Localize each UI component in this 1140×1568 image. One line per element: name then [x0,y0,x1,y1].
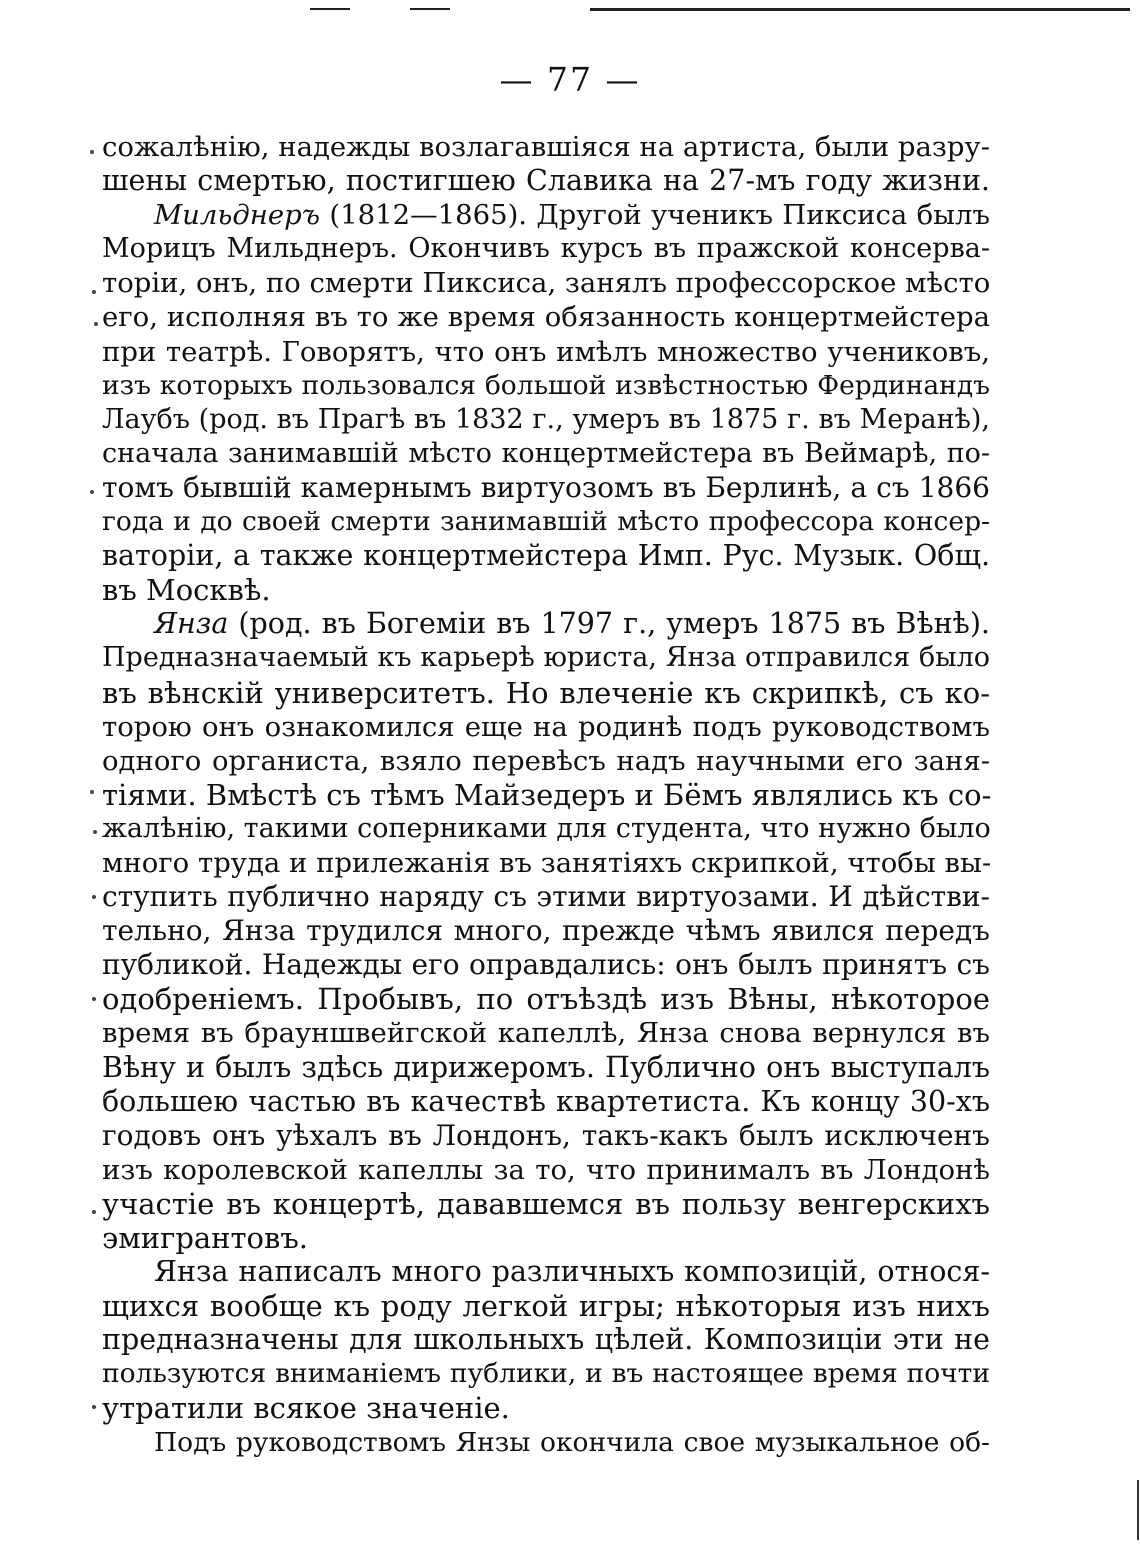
margin-mark [90,790,94,794]
text-line [102,130,990,164]
person-name: Янза [154,607,229,641]
text-segment: Вѣну и былъ здѣсь дирижеромъ. Публично онъ выступалъ [102,1050,990,1084]
text-line [102,403,990,437]
text-line [102,676,990,710]
text-line [102,914,990,948]
text-segment: жалѣнію, такими соперниками для студента, что нужно было [102,812,991,844]
text-segment: Морицъ Мильднеръ. Окончивъ курсъ въ пражской консерва- [102,233,990,265]
text-segment: большею частью въ качествѣ квартетиста. Къ концу 30-хъ [102,1084,990,1118]
scan-edge-mark [1137,1480,1139,1540]
page-number: — 77 — [499,60,641,99]
text-line [102,1119,990,1153]
text-line [102,539,990,573]
text-line [102,744,990,778]
text-line [102,1289,990,1323]
text-line [102,437,990,471]
text-segment: время въ брауншвейгской капеллѣ, Янза снова вернулся въ [102,1017,990,1050]
top-rule-right [590,8,1130,11]
text-segment: сожалѣнію, надежды возлагавшіяся на артиста, были разру- [102,131,990,163]
text-segment: торою онъ ознакомился еще на родинѣ подъ руководствомъ [102,710,990,743]
text-line [102,846,990,880]
text-line [102,1357,990,1391]
text-line [102,505,990,539]
text-segment: публикой. Надежды его оправдались: онъ былъ принятъ съ [102,948,990,982]
text-segment: много труда и прилежанія въ занятіяхъ скрипкой, чтобы вы- [102,846,992,879]
text-segment: ступить публично наряду съ этими виртуозами. И дѣйстви- [102,880,990,914]
text-line [102,1221,990,1255]
top-rule-left [310,8,350,10]
text-segment: въ вѣнскій университетъ. Но влеченіе къ скрипкѣ, съ ко- [102,675,990,710]
text-line [102,812,990,846]
text-line [102,948,990,982]
text-segment: ваторіи, а также концертмейстера Имп. Рус. Музык. Общ. [102,539,990,573]
text-segment: года и до своей смерти занимавшій мѣсто профессора консер- [102,506,990,538]
text-line [102,266,990,300]
text-segment: Лаубъ (род. въ Прагѣ въ 1832 г., умеръ въ 1875 г. въ Меранѣ), [102,403,990,435]
text-line [102,1016,990,1050]
text-line [102,232,990,266]
text-line [102,369,990,403]
margin-mark [92,1405,96,1409]
margin-mark [92,1210,96,1214]
text-line [102,1153,990,1187]
margin-mark [90,150,94,154]
text-segment: пользуются вниманіемъ публики, и въ настоящее время почти [102,1358,990,1390]
text-line [102,335,990,369]
text-line [102,573,990,607]
text-segment: сначала занимавшій мѣсто концертмейстера въ Веймарѣ, по- [102,437,990,469]
text-segment: эмигрантовъ. [102,1221,309,1255]
text-line [102,1323,990,1357]
text-segment: Предназначаемый къ карьерѣ юриста, Янза отправился было [102,642,990,674]
text-segment: одного органиста, взяло перевѣсъ надъ научными его заня- [102,744,990,777]
text-segment: участіе въ концертѣ, дававшемся въ пользу венгерскихъ [102,1186,990,1221]
text-segment: шены смертью, постигшею Славика на 27-мъ году жизни. [102,164,990,198]
text-line [102,164,990,198]
margin-mark [94,322,98,326]
margin-mark [92,895,96,899]
text-line [102,471,990,505]
text-line [102,1187,990,1221]
text-line [102,641,990,675]
text-segment: Подъ руководствомъ Янзы окончила свое музыкальное об- [154,1426,990,1458]
text-line [102,1255,990,1289]
text-segment: щихся вообще къ роду легкой игры; нѣкоторыя изъ нихъ [102,1289,990,1324]
body-text [102,130,990,1460]
text-line [102,1085,990,1119]
text-line [102,880,990,914]
text-segment: томъ бывшій камернымъ виртуозомъ въ Берлинѣ, а съ 1866 [102,470,990,504]
text-segment: тельно, Янза трудился много, прежде чѣмъ явился передъ [102,914,990,948]
text-segment: предназначены для школьныхъ цѣлей. Композиціи эти не [102,1323,990,1357]
text-line [102,710,990,744]
text-line [102,1051,990,1085]
text-segment: Янза написалъ много различныхъ композицій, относя- [154,1255,990,1289]
text-segment: утратили всякое значеніе. [102,1391,510,1426]
margin-mark [90,490,94,494]
person-name: Мильднеръ [154,199,321,232]
text-segment: изъ королевской капеллы за то, что принималъ въ Лондонѣ [102,1153,990,1186]
text-segment: изъ которыхъ пользовался большой извѣстностью Фердинандъ [102,369,990,401]
text-segment: при театрѣ. Говорятъ, что онъ имѣлъ множество учениковъ, [102,335,990,368]
text-line [102,778,990,812]
text-segment: его, исполняя въ то же время обязанность концертмейстера [102,301,990,334]
text-segment: торіи, онъ, по смерти Пиксиса, занялъ профессорское мѣсто [102,267,991,300]
margin-mark [92,997,96,1001]
text-segment: въ Москвѣ. [102,573,271,608]
text-line [102,1391,990,1425]
text-segment: одобреніемъ. Пробывъ, по отъѣздѣ изъ Вѣны, нѣкоторое [102,982,990,1017]
text-line [102,607,990,641]
text-line [102,198,990,232]
text-line [102,300,990,334]
text-segment: (1812—1865). Другой ученикъ Пиксиса былъ [320,199,990,232]
text-segment: годовъ онъ уѣхалъ въ Лондонъ, такъ-какъ былъ исключенъ [102,1118,990,1152]
text-line [102,982,990,1016]
text-segment: (род. въ Богеміи въ 1797 г., умеръ 1875 въ Вѣнѣ). [228,607,990,641]
text-line [102,1426,990,1460]
margin-mark [93,830,97,834]
margin-mark [92,290,96,294]
top-rule-mid [410,8,450,10]
text-segment: тіями. Вмѣстѣ съ тѣмъ Майзедеръ и Бёмъ являлись къ со- [102,777,992,812]
